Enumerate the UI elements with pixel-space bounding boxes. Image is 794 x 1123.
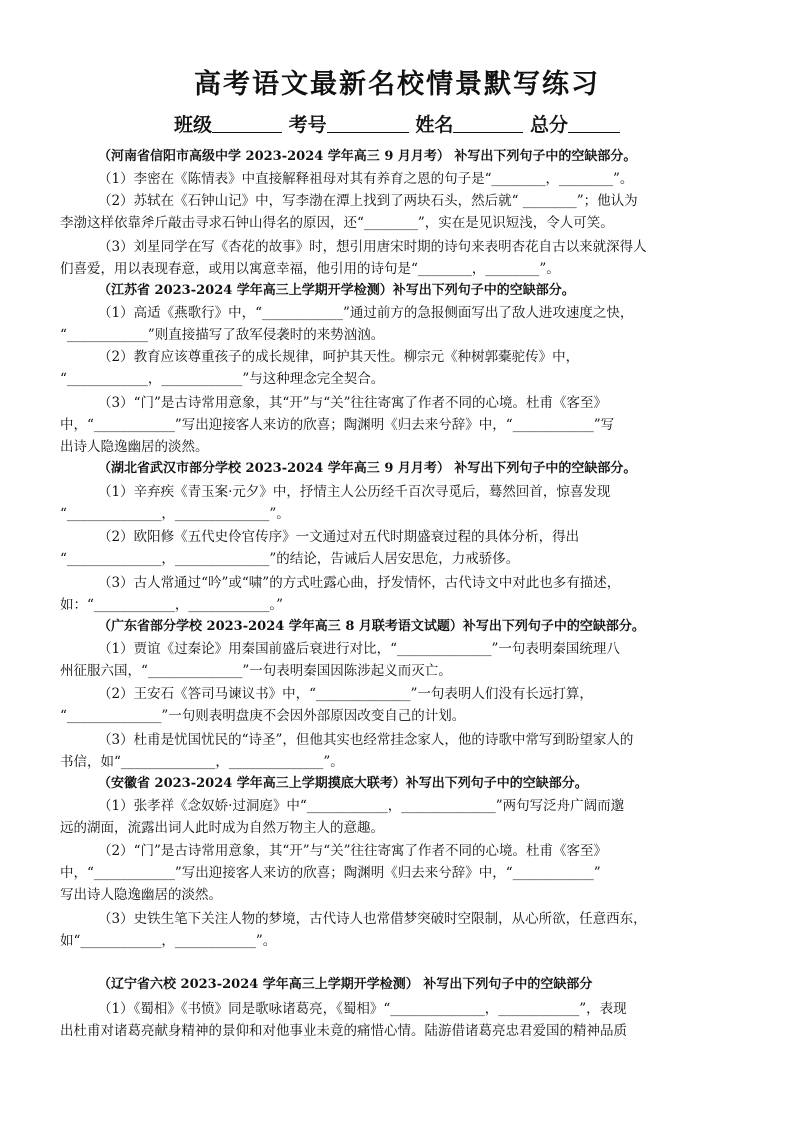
question-line: （3）“门”是古诗常用意象，其“开”与“关”往往寄寓了作者不同的心境。杜甫《客至》 [98, 395, 607, 411]
question-line: （2）“门”是古诗常用意象，其“开”与“关”往往寄寓了作者不同的心境。杜甫《客至》 [98, 843, 607, 859]
question-line: 们喜爱，用以表现春意，或用以寓意幸福，他引用的诗句是“________，________”。 [60, 261, 560, 277]
question-line: 书信，如“______________，______________”。 [60, 754, 344, 770]
question-line: “______________”一句则表明盘庚不会因外部原因改变自己的计划。 [60, 708, 466, 724]
question-line: （3）史铁生笔下关注人物的梦境，古代诗人也常借梦突破时空限制，从心所欲，任意西东， [98, 911, 647, 927]
question-line: 远的湖面，流露出词人此时成为自然万物主人的意趣。 [60, 820, 384, 836]
section-heading: （辽宁省六校 2023-2024 学年高三上学期开学检测） 补写出下列句子中的空缺部分 [98, 977, 593, 992]
question-line: （1）辛弃疾《青玉案·元夕》中，抒情主人公历经千百次寻觅后，蓦然回首，惊喜发现 [98, 484, 611, 500]
question-line: 出诗人隐逸幽居的淡然。 [60, 439, 209, 455]
exam-no-blank[interactable] [327, 114, 409, 133]
class-blank[interactable] [212, 114, 282, 133]
section-heading: （河南省信阳市高级中学 2023-2024 学年高三 9 月月考） 补写出下列句子中的空缺部分。 [98, 149, 637, 164]
score-label: 总分 [529, 114, 568, 136]
name-label: 姓名 [415, 114, 454, 136]
question-line: 写出诗人隐逸幽居的淡然。 [60, 887, 222, 903]
question-line: （1）李密在《陈情表》中直接解释祖母对其有养育之恩的句子是“________，________”。 [98, 171, 634, 187]
question-line: （1）张孝祥《念奴娇·过洞庭》中“____________，______________”两句写泛舟广阔而邈 [98, 798, 625, 814]
question-line: （1）高适《燕歌行》中，“____________”通过前方的急报侧面写出了敌人进攻速度之快， [98, 305, 634, 321]
section-heading: （江苏省 2023-2024 学年高三上学期开学检测）补写出下列句子中的空缺部分。 [98, 283, 575, 298]
question-line: （2）欧阳修《五代史伶官传序》一文通过对五代时期盛衰过程的具体分析，得出 [98, 529, 580, 545]
question-line: （3）杜甫是忧国忧民的“诗圣”，但他其实也经常挂念家人，他的诗歌中常写到盼望家人的 [98, 732, 634, 748]
section-heading: （广东省部分学校 2023-2024 学年高三 8 月联考语文试题）补写出下列句子中的空缺部分。 [98, 619, 645, 634]
question-line: （2）苏轼在《石钟山记》中，写李渤在潭上找到了两块石头，然后就“ ________”；他认为 [98, 193, 638, 209]
question-line: “______________，______________”。 [60, 506, 290, 522]
page-title: 高考语文最新名校情景默写练习 [194, 69, 600, 100]
question-line: 中，“____________”写出迎接客人来访的欣喜；陶渊明《归去来兮辞》中，“____________”写 [60, 417, 615, 433]
question-line: 如：“____________，____________。” [60, 597, 284, 613]
question-line: 州征服六国，“______________”一句表明秦国因陈涉起义而灭亡。 [60, 663, 452, 679]
question-line: （2）王安石《答司马谏议书》中，“______________”一句表明人们没有长远打算， [98, 686, 593, 702]
question-line: （1）《蜀相》《书愤》同是歌咏诸葛亮，《蜀相》“______________，____________”，表现 [98, 1001, 627, 1017]
question-line: “______________，______________”的结论，告诫后人居安思危，力戒骄侈。 [60, 551, 520, 567]
exam-no-label: 考号 [288, 114, 327, 136]
name-blank[interactable] [453, 114, 523, 133]
question-line: “____________，____________”与这种理念完全契合。 [60, 371, 385, 387]
student-info-row [0, 110, 794, 137]
section-heading: （湖北省武汉市部分学校 2023-2024 学年高三 9 月月考） 补写出下列句子中的空缺部分。 [98, 461, 637, 476]
section-heading: （安徽省 2023-2024 学年高三上学期摸底大联考）补写出下列句子中的空缺部分。 [98, 776, 588, 791]
class-label: 班级 [174, 114, 213, 136]
question-line: 出杜甫对诸葛亮献身精神的景仰和对他事业未竟的痛惜心情。陆游借诸葛亮忠君爱国的精神品质 [60, 1023, 627, 1039]
question-line: （2）教育应该尊重孩子的成长规律，呵护其天性。柳宗元《种树郭橐驼传》中， [98, 349, 580, 365]
question-line: （1）贾谊《过秦论》用秦国前盛后衰进行对比，“______________”一句表明秦国统理八 [98, 641, 620, 657]
question-line: “____________”则直接描写了敌军侵袭时的来势汹汹。 [60, 327, 385, 343]
question-line: （3）刘星同学在写《杏花的故事》时，想引用唐宋时期的诗句来表明杏花自古以来就深得人 [98, 239, 647, 255]
score-blank[interactable] [568, 114, 620, 133]
question-line: 中，“____________”写出迎接客人来访的欣喜；陶渊明《归去来兮辞》中，“____________” [60, 865, 601, 881]
question-line: 李渤这样依靠斧斤敲击寻求石钟山得名的原因，还“________”，实在是见识短浅，令人可笑。 [60, 215, 614, 231]
question-line: （3）古人常通过“吟”或“啸”的方式吐露心曲，抒发情怀，古代诗文中对此也多有描述， [98, 575, 621, 591]
question-line: 如“____________，____________”。 [60, 933, 277, 949]
